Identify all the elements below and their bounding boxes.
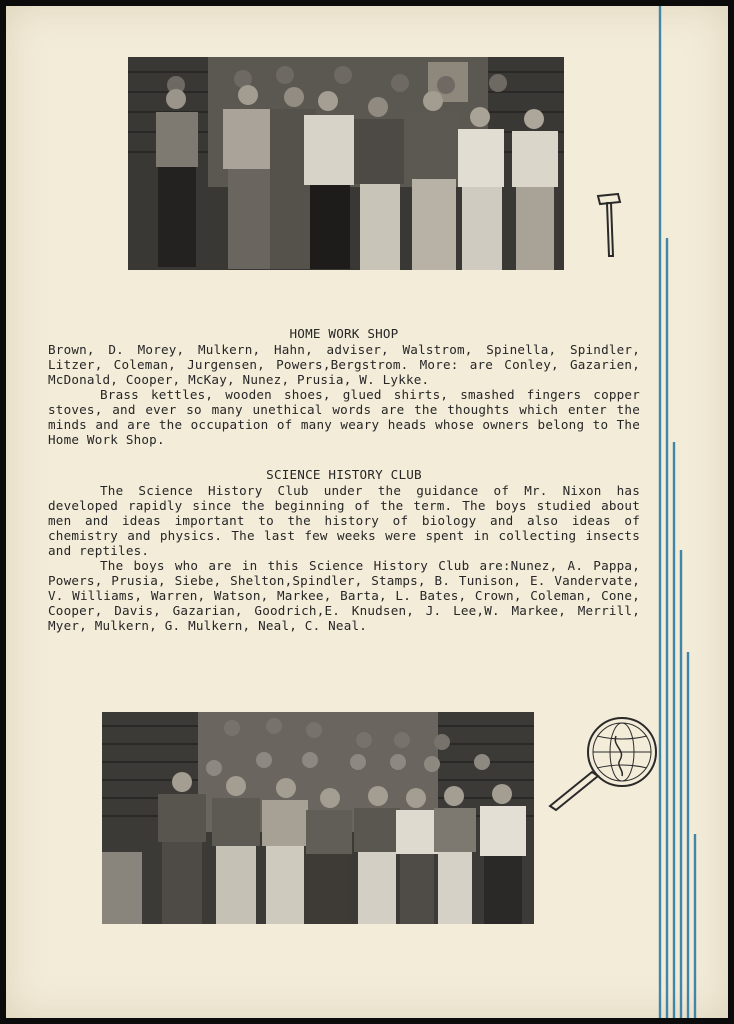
science-history-club-description: The Science History Club under the guidance of Mr. Nixon has developed rapidly since the beginning of the term. The boys studied about men and ideas important to the history of biology and also ideas of chemistry and physics. The last few weeks were spent in collecting insects and reptiles. [48,483,640,558]
home-work-shop-names: Brown, D. Morey, Mulkern, Hahn, adviser, Walstrom, Spinella, Spindler, Litzer, Coleman, Jurgensen, Powers,Bergstrom. More: are Conley, Gazarien, McDonald, Cooper, McKay, Nunez, Prusia, W. Lykke. [48,342,640,387]
home-work-shop-heading: HOME WORK SHOP [289,326,399,341]
decorative-blue-lines [6,6,728,1018]
science-history-club-heading: SCIENCE HISTORY CLUB [266,467,422,482]
science-history-club-members: The boys who are in this Science History Club are:Nunez, A. Pappa, Powers, Prusia, Siebe, Shelton,Spindler, Stamps, B. Tunison, E. Vandervate, V. Williams, Warren, Watson, Markee, Barta, L. Bates, Crown, Coleman, Cone, Cooper, Davis, Gazarian, Goodrich,E. Knudsen, J. Lee,W. Markee, Merrill, Myer, Mulkern, G. Mulkern, Neal, C. Neal. [48,558,640,633]
yearbook-page [6,6,728,1018]
home-work-shop-description: Brass kettles, wooden shoes, glued shirts, smashed fingers copper stoves, and ever so many unethical words are the thoughts which enter the minds and are the occupation of many weary heads whose owners belong to The Home Work Shop. [48,387,640,447]
